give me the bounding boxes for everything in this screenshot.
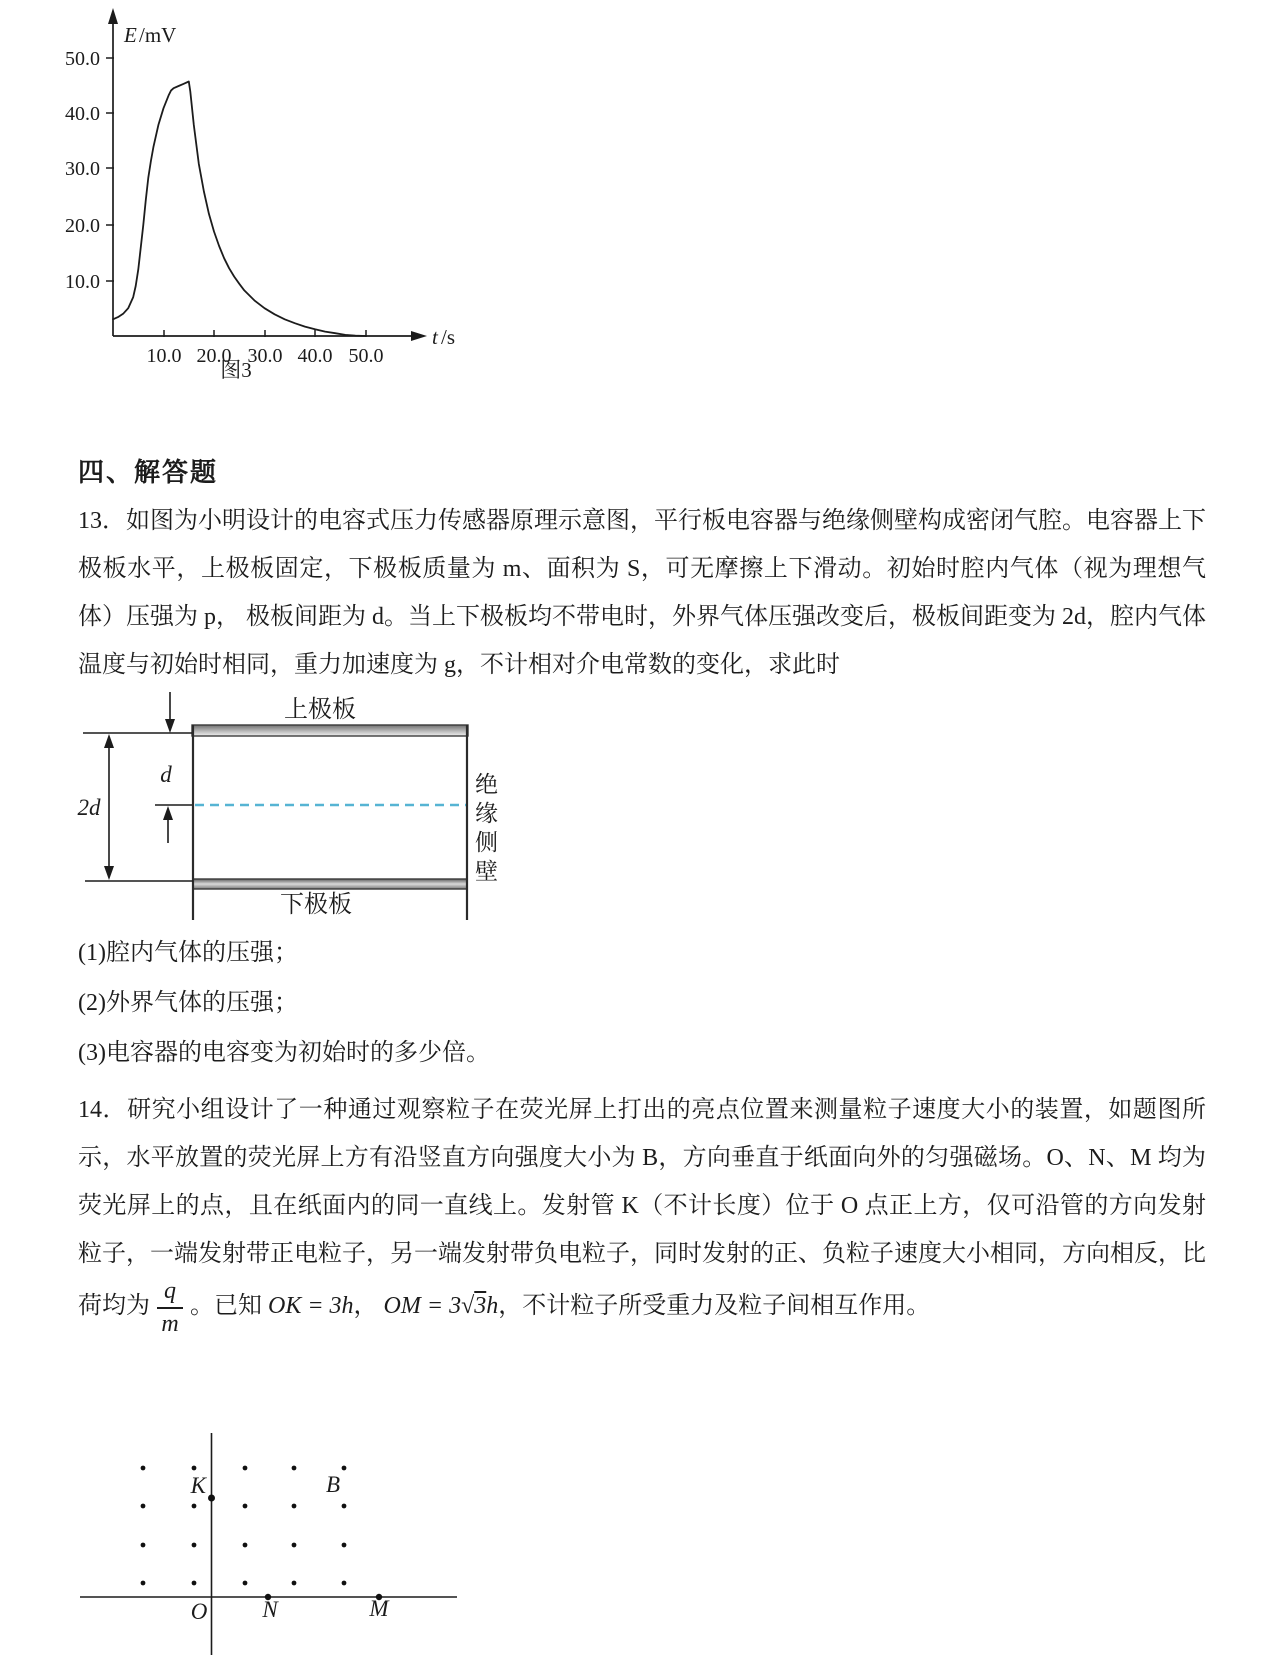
point-n-label: N [262,1597,278,1622]
bottom-plate [193,879,467,889]
top-plate-label: 上极板 [284,697,356,723]
point-m-label: M [369,1596,389,1621]
y-tick-label: 40.0 [65,103,100,125]
capacitor-diagram [60,650,520,930]
point-k-label: K [190,1473,206,1498]
point-k-dot [208,1495,215,1502]
magnetic-field-diagram [60,1420,480,1662]
emf-curve [113,82,366,337]
q13-subquestion-1: (1)腔内气体的压强； [78,940,298,966]
q14-text-part3: ， [353,1293,384,1320]
y-tick-label: 20.0 [65,215,100,237]
top-plate [192,725,468,736]
y-axis-arrow-icon [108,8,118,24]
q13-subquestion-3: (3)电容器的电容变为初始时的多少倍。 [78,1040,490,1066]
x-tick-label: 30.0 [247,345,283,367]
radical-sign: √ [461,1293,475,1320]
up-arrowhead-icon [163,806,173,820]
x-tick-label: 40.0 [297,345,333,367]
total-gap-label: 2d [77,795,101,820]
x-axis-title-variable: t [432,325,438,349]
y-axis-title-variable: E [124,23,137,47]
y-tick-label: 30.0 [65,158,100,180]
x-tick-label: 50.0 [348,345,384,367]
q13-subquestion-2: (2)外界气体的压强； [78,990,298,1016]
bottom-plate-label: 下极板 [280,892,352,918]
field-dots [141,1466,347,1586]
y-tick-label: 50.0 [65,48,100,70]
down-arrowhead-icon [165,719,175,733]
om-radicand: 3 [474,1293,487,1320]
ok-equation: OK = 3h [268,1293,354,1320]
gap-label: d [160,762,172,787]
q14-text-part4: ，不计粒子所受重力及粒子间相互作用。 [498,1293,931,1320]
question-14-text [78,1086,1206,1337]
y-tick-label: 10.0 [65,271,100,293]
x-axis-title-unit: /s [441,325,456,349]
section-header: 四、解答题 [78,457,219,487]
y-axis-title-unit: /mV [139,23,177,47]
fraction-denominator: m [161,1311,179,1338]
x-tick-label: 10.0 [146,345,182,367]
charge-mass-ratio-fraction [157,1278,183,1337]
x-axis-arrow-icon [411,331,427,341]
emf-time-chart [60,0,480,390]
chart-caption: 图3 [220,358,252,382]
down-arrowhead-icon [104,866,114,880]
field-b-label: B [325,1472,341,1497]
q14-text-part1: 14．研究小组设计了一种通过观察粒子在荧光屏上打出的亮点位置来测量粒子速度大小的装置，如题图所示，水平放置的荧光屏上方有沿竖直方向强度大小为 B，方向垂直于纸面向外的匀强磁场。O、N、M 均为荧光屏上的点，且在纸面内的同一直线上。发射管 K（不计长度）位于 O 点正上方，仅可沿管的方向发射粒子，一端发射带正电粒子，另一端发射带负电粒子，同时发射的正、负粒子速度大小相同，方向相反，比荷均为 [78,1097,1206,1320]
q14-text-part2: 。已知 [190,1293,268,1320]
om-suffix: h [486,1293,499,1320]
side-wall-label: 绝缘侧壁 [472,772,497,888]
x-tick-label: 20.0 [196,345,232,367]
point-o-label: O [190,1599,208,1624]
up-arrowhead-icon [104,734,114,748]
fraction-numerator: q [157,1278,183,1309]
om-prefix: OM = 3 [383,1293,462,1320]
om-equation [384,1293,499,1319]
question-13-text: 13．如图为小明设计的电容式压力传感器原理示意图，平行板电容器与绝缘侧壁构成密闭气腔。电容器上下极板水平，上极板固定，下极板质量为 m、面积为 S，可无摩擦上下滑动。初始时腔内气体（视为理想气体）压强为 p， 极板间距为 d。当上下极板均不带电时，外界气体压强改变后，极板间距变为 2d，腔内气体温度与初始时相同，重力加速度为 g，不计相对介电常数的变化，求此时 [78,508,1206,678]
